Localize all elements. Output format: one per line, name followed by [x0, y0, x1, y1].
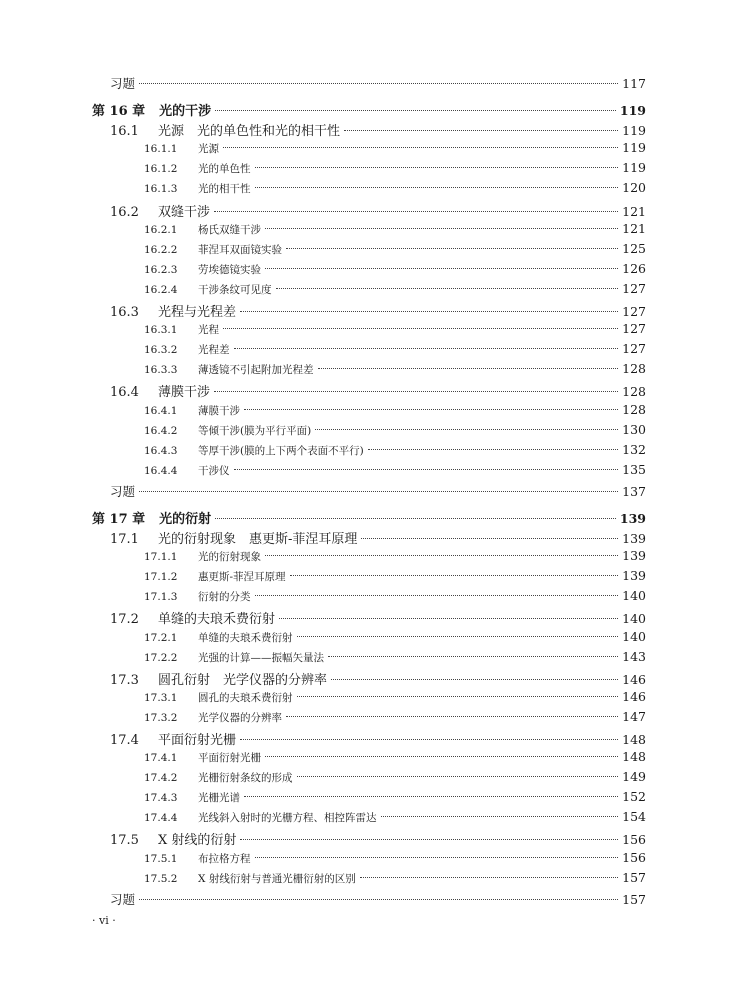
dot-leader — [255, 167, 619, 168]
toc-entry-number: 16.1.3 — [144, 183, 178, 196]
toc-entry-page-number: 135 — [622, 461, 646, 477]
toc-subsection-entry[interactable] — [92, 749, 646, 769]
toc-section-entry[interactable] — [92, 120, 646, 140]
dot-leader — [139, 83, 618, 84]
toc-entry-page-number: 130 — [622, 421, 646, 437]
toc-entry-title: 平面衍射光栅 — [198, 752, 261, 765]
toc-entry-page-number: 156 — [622, 832, 646, 848]
toc-entry-title: 双缝干涉 — [158, 204, 211, 220]
toc-entry-page-number: 139 — [622, 531, 646, 547]
toc-entry-title: 圆孔的夫琅禾费衍射 — [198, 691, 293, 704]
dot-leader — [223, 147, 618, 148]
toc-entry-title: 菲涅耳双面镜实验 — [198, 243, 282, 256]
toc-entry-number: 16.1.2 — [144, 163, 178, 176]
toc-subsection-entry[interactable] — [92, 588, 646, 608]
toc-entry-title: 单缝的夫琅禾费衍射 — [198, 631, 293, 644]
toc-entry-title: 光线斜入射时的光栅方程、相控阵雷达 — [198, 812, 377, 825]
toc-entry-number: 17.2 — [110, 612, 139, 628]
toc-entry-number: 16.4.4 — [144, 464, 178, 477]
dot-leader — [360, 877, 618, 878]
toc-entry-number: 16.2.2 — [144, 243, 178, 256]
toc-entry-number: 17.5 — [110, 833, 139, 849]
toc-entry-page-number: 120 — [622, 180, 646, 196]
toc-entry-page-number: 127 — [622, 280, 646, 296]
toc-subsection-entry[interactable] — [92, 568, 646, 588]
toc-subsection-entry[interactable] — [92, 221, 646, 241]
dot-leader — [286, 248, 618, 249]
toc-entry-page-number: 127 — [622, 321, 646, 337]
toc-entry-page-number: 128 — [622, 361, 646, 377]
toc-subsection-entry[interactable] — [92, 281, 646, 301]
toc-entry-title: 干涉仪 — [198, 464, 230, 477]
toc-entry-title: 光的相干性 — [198, 183, 251, 196]
toc-entry-page-number: 146 — [622, 688, 646, 704]
toc-entry-number: 17.1.2 — [144, 571, 178, 584]
toc-entry-number: 16.2 — [110, 204, 139, 220]
toc-exercise-entry[interactable] — [92, 482, 646, 502]
dot-leader — [139, 899, 618, 900]
toc-entry-number: 17.1.3 — [144, 591, 178, 604]
toc-entry-title: 光的干涉 — [159, 104, 212, 120]
dot-leader — [244, 409, 618, 410]
toc-entry-title: 光程与光程差 — [158, 305, 237, 321]
toc-entry-page-number: 140 — [622, 628, 646, 644]
toc-entry-title: 等厚干涉(膜的上下两个表面不平行) — [198, 444, 364, 457]
toc-entry-number: 17.4.3 — [144, 792, 178, 805]
toc-entry-number: 16.2.3 — [144, 263, 178, 276]
table-of-contents — [92, 74, 646, 910]
toc-entry-number: 16.3 — [110, 305, 139, 321]
toc-entry-number: 17.1 — [110, 532, 139, 548]
toc-entry-title: 光源 光的单色性和光的相干性 — [158, 124, 341, 140]
toc-entry-number: 16.1.1 — [144, 143, 178, 156]
toc-entry-page-number: 128 — [622, 384, 646, 400]
dot-leader — [315, 429, 618, 430]
toc-section-entry[interactable] — [92, 528, 646, 548]
dot-leader — [240, 839, 618, 840]
dot-leader — [276, 288, 619, 289]
dot-leader — [290, 575, 619, 576]
toc-entry-page-number: 139 — [622, 568, 646, 584]
toc-entry-title: 光源 — [198, 143, 219, 156]
toc-section-entry[interactable] — [92, 381, 646, 401]
toc-section-entry[interactable] — [92, 201, 646, 221]
toc-entry-page-number: 126 — [622, 260, 646, 276]
dot-leader — [215, 110, 616, 111]
toc-entry-title: 光栅衍射条纹的形成 — [198, 772, 293, 785]
toc-entry-page-number: 146 — [622, 671, 646, 687]
toc-entry-page-number: 147 — [622, 708, 646, 724]
toc-entry-page-number: 117 — [622, 76, 646, 91]
toc-entry-title: 光学仪器的分辨率 — [198, 711, 282, 724]
dot-leader — [265, 555, 618, 556]
toc-entry-page-number: 152 — [622, 789, 646, 805]
toc-section-entry[interactable] — [92, 729, 646, 749]
page-number-footer: · vi · — [92, 914, 116, 927]
dot-leader — [240, 739, 618, 740]
toc-chapter-entry[interactable] — [92, 100, 646, 120]
toc-entry-title: 惠更斯-菲涅耳原理 — [198, 571, 286, 584]
toc-entry-number: 16.2.4 — [144, 283, 178, 296]
toc-entry-number: 17.3.2 — [144, 711, 178, 724]
toc-entry-page-number: 119 — [622, 123, 646, 139]
toc-entry-page-number: 137 — [622, 483, 646, 499]
toc-entry-page-number: 132 — [622, 441, 646, 457]
toc-subsection-entry[interactable] — [92, 769, 646, 789]
toc-entry-title: 布拉格方程 — [198, 852, 251, 865]
toc-entry-title: 光的衍射现象 惠更斯-菲涅耳原理 — [158, 532, 358, 548]
toc-entry-page-number: 157 — [622, 869, 646, 885]
toc-subsection-entry[interactable] — [92, 341, 646, 361]
dot-leader — [255, 857, 619, 858]
dot-leader — [368, 449, 618, 450]
toc-entry-title: 干涉条纹可见度 — [198, 283, 272, 296]
dot-leader — [331, 679, 618, 680]
toc-entry-page-number: 121 — [622, 203, 646, 219]
toc-entry-page-number: 157 — [622, 891, 646, 907]
toc-entry-title: 习题 — [110, 483, 136, 499]
toc-entry-number: 第 16 章 — [92, 104, 146, 120]
toc-entry-number: 17.3 — [110, 672, 139, 688]
toc-exercise-entry[interactable] — [92, 890, 646, 910]
toc-entry-number: 17.4.1 — [144, 752, 178, 765]
dot-leader — [381, 816, 619, 817]
toc-entry-number: 17.1.1 — [144, 551, 178, 564]
toc-section-entry[interactable] — [92, 829, 646, 849]
toc-entry-page-number: 149 — [622, 769, 646, 785]
toc-entry-title: 薄膜干涉 — [158, 385, 211, 401]
toc-entry-number: 16.4.3 — [144, 444, 178, 457]
dot-leader — [297, 696, 619, 697]
dot-leader — [318, 368, 619, 369]
toc-entry-title: 光栅光谱 — [198, 792, 240, 805]
toc-entry-page-number: 156 — [622, 849, 646, 865]
toc-entry-title: 光强的计算——振幅矢量法 — [198, 651, 324, 664]
toc-entry-page-number: 154 — [622, 809, 646, 825]
toc-entry-title: 习题 — [110, 891, 136, 907]
toc-section-entry[interactable] — [92, 608, 646, 628]
toc-subsection-entry[interactable] — [92, 548, 646, 568]
toc-entry-title: 薄透镜不引起附加光程差 — [198, 364, 314, 377]
toc-entry-page-number: 127 — [622, 341, 646, 357]
dot-leader — [297, 636, 619, 637]
dot-leader — [265, 228, 618, 229]
toc-entry-page-number: 148 — [622, 749, 646, 765]
dot-leader — [255, 187, 619, 188]
dot-leader — [297, 776, 619, 777]
toc-entry-page-number: 148 — [622, 732, 646, 747]
toc-entry-page-number: 119 — [619, 103, 646, 119]
toc-entry-title: 光的单色性 — [198, 163, 251, 176]
dot-leader — [214, 391, 618, 392]
dot-leader — [361, 538, 618, 539]
dot-leader — [223, 328, 618, 329]
toc-entry-title: 薄膜干涉 — [198, 404, 240, 417]
toc-subsection-entry[interactable] — [92, 261, 646, 281]
toc-entry-number: 17.4 — [110, 733, 139, 748]
toc-entry-number: 16.3.1 — [144, 324, 178, 337]
toc-entry-title: 单缝的夫琅禾费衍射 — [158, 612, 276, 628]
toc-subsection-entry[interactable] — [92, 361, 646, 381]
dot-leader — [279, 618, 618, 619]
toc-entry-title: 平面衍射光栅 — [158, 733, 237, 748]
toc-subsection-entry[interactable] — [92, 241, 646, 261]
toc-entry-title: 衍射的分类 — [198, 591, 251, 604]
toc-entry-title: 杨氏双缝干涉 — [198, 223, 261, 236]
toc-subsection-entry[interactable] — [92, 629, 646, 649]
toc-entry-number: 17.4.4 — [144, 812, 178, 825]
dot-leader — [234, 469, 619, 470]
toc-entry-title: 光程 — [198, 324, 219, 337]
toc-subsection-entry[interactable] — [92, 689, 646, 709]
toc-entry-number: 16.4.2 — [144, 424, 178, 437]
toc-subsection-entry[interactable] — [92, 809, 646, 829]
dot-leader — [244, 796, 618, 797]
toc-subsection-entry[interactable] — [92, 140, 646, 160]
toc-entry-page-number: 128 — [622, 401, 646, 417]
dot-leader — [328, 656, 618, 657]
toc-entry-page-number: 139 — [622, 548, 646, 564]
toc-entry-number: 17.4.2 — [144, 772, 178, 785]
toc-subsection-entry[interactable] — [92, 850, 646, 870]
toc-entry-page-number: 119 — [622, 140, 646, 156]
toc-entry-number: 17.5.2 — [144, 872, 178, 885]
toc-entry-number: 17.5.1 — [144, 852, 178, 865]
toc-entry-page-number: 125 — [622, 240, 646, 256]
toc-entry-number: 16.3.3 — [144, 364, 178, 377]
toc-entry-number: 16.4.1 — [144, 404, 178, 417]
dot-leader — [234, 348, 619, 349]
toc-entry-page-number: 140 — [622, 588, 646, 604]
toc-subsection-entry[interactable] — [92, 402, 646, 422]
toc-entry-title: 等倾干涉(膜为平行平面) — [198, 424, 312, 437]
toc-exercise-entry[interactable] — [92, 74, 646, 94]
dot-leader — [240, 311, 618, 312]
toc-entry-page-number: 119 — [622, 160, 646, 176]
toc-subsection-entry[interactable] — [92, 649, 646, 669]
dot-leader — [344, 130, 618, 131]
toc-subsection-entry[interactable] — [92, 180, 646, 200]
toc-entry-number: 17.3.1 — [144, 691, 178, 704]
toc-entry-page-number: 139 — [619, 510, 646, 526]
toc-entry-page-number: 127 — [622, 304, 646, 320]
dot-leader — [286, 716, 618, 717]
toc-entry-number: 16.3.2 — [144, 344, 178, 357]
dot-leader — [215, 518, 616, 519]
toc-entry-title: 劳埃德镜实验 — [198, 263, 261, 276]
toc-chapter-entry[interactable] — [92, 508, 646, 528]
dot-leader — [255, 595, 619, 596]
toc-subsection-entry[interactable] — [92, 321, 646, 341]
toc-entry-title: X 射线衍射与普通光栅衍射的区别 — [198, 872, 356, 885]
toc-subsection-entry[interactable] — [92, 709, 646, 729]
toc-entry-number: 17.2.2 — [144, 651, 178, 664]
toc-entry-number: 第 17 章 — [92, 511, 146, 527]
toc-entry-page-number: 140 — [622, 611, 646, 627]
toc-subsection-entry[interactable] — [92, 442, 646, 462]
dot-leader — [139, 491, 618, 492]
dot-leader — [265, 268, 618, 269]
toc-entry-number: 16.4 — [110, 385, 139, 401]
toc-subsection-entry[interactable] — [92, 870, 646, 890]
dot-leader — [214, 211, 618, 212]
toc-section-entry[interactable] — [92, 301, 646, 321]
dot-leader — [265, 756, 618, 757]
toc-entry-title: 光的衍射 — [159, 511, 212, 527]
toc-entry-number: 16.1 — [110, 124, 139, 140]
toc-entry-number: 16.2.1 — [144, 223, 178, 236]
toc-subsection-entry[interactable] — [92, 789, 646, 809]
toc-entry-page-number: 143 — [622, 648, 646, 664]
toc-entry-title: 光的衍射现象 — [198, 551, 261, 564]
toc-subsection-entry[interactable] — [92, 462, 646, 482]
toc-entry-title: 圆孔衍射 光学仪器的分辨率 — [158, 672, 328, 688]
toc-entry-title: 习题 — [110, 76, 136, 91]
toc-entry-title: X 射线的衍射 — [158, 833, 237, 849]
toc-entry-title: 光程差 — [198, 344, 230, 357]
toc-entry-number: 17.2.1 — [144, 631, 178, 644]
toc-subsection-entry[interactable] — [92, 160, 646, 180]
toc-entry-page-number: 121 — [622, 220, 646, 236]
toc-subsection-entry[interactable] — [92, 422, 646, 442]
toc-section-entry[interactable] — [92, 669, 646, 689]
